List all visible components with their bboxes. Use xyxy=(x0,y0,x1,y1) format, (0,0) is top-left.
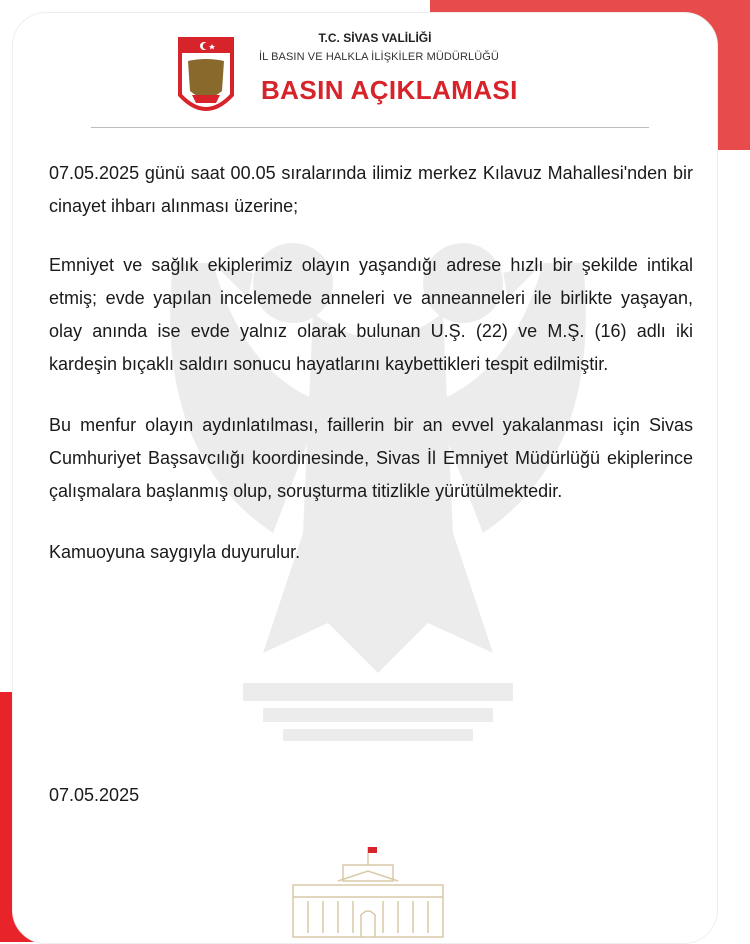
paragraph-2: Emniyet ve sağlık ekiplerimiz olayın yaşandığı adrese hızlı bir şekilde intikal etmiş; evde yapılan incelemede anneleri ve anneanneleri ile birlikte yaşayan, olay anında ise evde yalnız olarak bulunan U.Ş. (22) ve M.Ş. (16) adlı iki kardeşin bıçaklı saldırı sonucu hayatlarını kaybettikleri tespit edilmiştir. xyxy=(49,255,693,374)
governorship-building-icon xyxy=(283,845,453,943)
paragraph-3: Bu menfur olayın aydınlatılması, faillerin bir an evvel yakalanması için Sivas Cumhuriyet Başsavcılığı koordinesinde, Sivas İl Emniyet Müdürlüğü ekiplerince çalışmalara başlanmış olup, soruşturma titizlikle yürütülmektedir. xyxy=(49,415,693,501)
paragraph-4: Kamuoyuna saygıyla duyurulur. xyxy=(49,542,301,562)
document-title: BASIN AÇIKLAMASI xyxy=(261,75,518,105)
governorship-name: T.C. SİVAS VALİLİĞİ xyxy=(318,31,432,45)
letterhead xyxy=(13,13,717,133)
sivas-governorship-logo-icon xyxy=(176,35,236,125)
press-release-card xyxy=(12,12,718,944)
paragraph-1: 07.05.2025 günü saat 00.05 sıralarında ilimiz merkez Kılavuz Mahallesi'nden bir cinayet ihbarı alınması üzerine; xyxy=(49,163,693,216)
statement-body xyxy=(49,157,693,597)
header-divider xyxy=(91,127,649,128)
statement-date: 07.05.2025 xyxy=(49,785,140,805)
department-name: İL BASIN VE HALKLA İLİŞKİLER MÜDÜRLÜĞÜ xyxy=(259,51,499,63)
